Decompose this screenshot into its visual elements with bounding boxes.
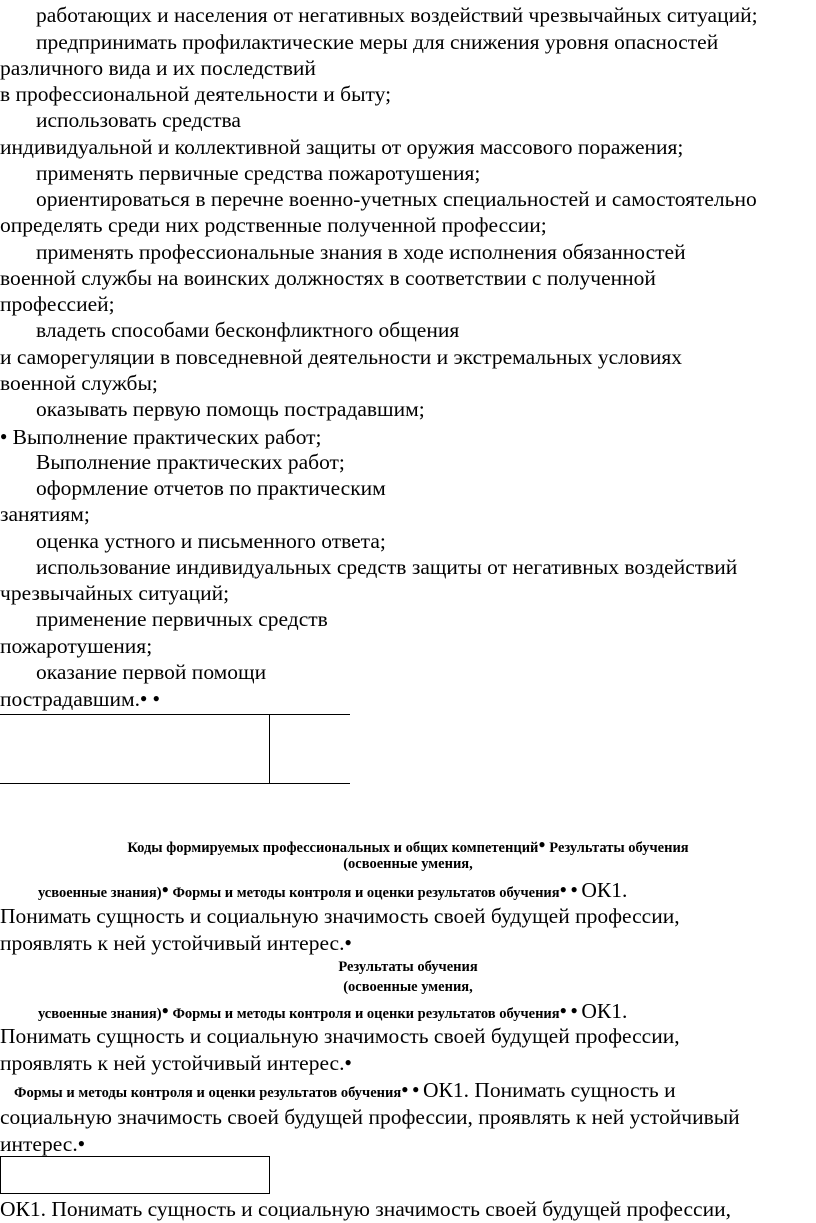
bullet-icon: ●: [152, 691, 160, 705]
text-line: индивидуальной и коллективной защиты от оружия массового поражения;: [0, 135, 684, 159]
text-line: Понимать сущность и социальную значимость своей будущей профессии,: [0, 904, 680, 928]
text-line: интерес.●: [0, 1132, 85, 1156]
text-line: работающих и населения от негативных воздействий чрезвычайных ситуаций;: [36, 3, 758, 27]
text-line: и саморегуляции в повседневной деятельности и экстремальных условиях: [0, 345, 682, 369]
text-line: в профессиональной деятельности и быту;: [0, 82, 392, 106]
bullet-icon: ●: [401, 1082, 409, 1096]
section-heading-line: усвоенные знания)● Формы и методы контроля и оценки результатов обучения● ● ОК1.: [38, 878, 628, 902]
section-heading-line: Формы и методы контроля и оценки результатов обучения● ● ОК1. Понимать сущность и: [14, 1078, 676, 1102]
text-line: проявлять к ней устойчивый интерес.●: [0, 931, 352, 955]
section-heading-line: усвоенные знания)● Формы и методы контроля и оценки результатов обучения● ● ОК1.: [38, 999, 628, 1023]
text-line: применять первичные средства пожаротушения;: [36, 161, 481, 185]
text-line: владеть способами бесконфликтного общения: [36, 318, 460, 342]
text-line: Выполнение практических работ;: [36, 450, 345, 474]
text-line: использование индивидуальных средств защиты от негативных воздействий: [36, 555, 738, 579]
bullet-icon: ●: [139, 691, 148, 705]
bullet-icon: ●: [570, 882, 578, 896]
text-line: профессией;: [0, 292, 115, 316]
text-line: проявлять к ней устойчивый интерес.●: [0, 1051, 352, 1075]
bullet-icon: ●: [570, 1003, 578, 1017]
text-line: Понимать сущность и социальную значимость своей будущей профессии,: [0, 1024, 680, 1048]
bullet-icon: ●: [538, 837, 546, 851]
text-line: военной службы на воинских должностях в соответствии с полученной: [0, 266, 656, 290]
bullet-icon: ●: [161, 882, 169, 896]
text-line: пожаротушения;: [0, 634, 153, 658]
text-line: ● Выполнение практических работ;: [0, 425, 322, 449]
bullet-icon: ●: [559, 882, 567, 896]
section-subheading: Результаты обучения: [338, 959, 478, 975]
bullet-icon: ●: [161, 1003, 169, 1017]
text-line: различного вида и их последствий: [0, 56, 316, 80]
text-line: ориентироваться в перечне военно-учетных специальностей и самостоятельно: [36, 187, 757, 211]
table-rule: [269, 714, 270, 784]
text-line: определять среди них родственные полученной профессии;: [0, 213, 547, 237]
text-line: использовать средства: [36, 108, 241, 132]
text-line: пострадавшим.● ●: [0, 687, 160, 711]
empty-table-cell: [0, 1156, 270, 1194]
text-line: применять профессиональные знания в ходе исполнения обязанностей: [36, 240, 686, 264]
text-line: оказывать первую помощь пострадавшим;: [36, 397, 425, 421]
bullet-icon: ●: [344, 1055, 352, 1069]
text-line: оформление отчетов по практическим: [36, 476, 386, 500]
table-rule: [0, 783, 350, 784]
bullet-icon: ●: [559, 1003, 567, 1017]
text-line: оказание первой помощи: [36, 660, 267, 684]
text-line: социальную значимость своей будущей профессии, проявлять к ней устойчивый: [0, 1105, 740, 1129]
text-line: чрезвычайных ситуаций;: [0, 581, 230, 605]
text-line: ОК1. Понимать сущность и социальную значимость своей будущей профессии,: [0, 1197, 731, 1221]
section-heading: Коды формируемых профессиональных и общих компетенций● Результаты обучения: [127, 837, 689, 856]
text-line: оценка устного и письменного ответа;: [36, 529, 386, 553]
section-subheading: (освоенные умения,: [343, 979, 473, 995]
bullet-icon: ●: [0, 429, 8, 443]
text-line: применение первичных средств: [36, 607, 328, 631]
bullet-icon: ●: [412, 1082, 420, 1096]
bullet-icon: ●: [344, 935, 352, 949]
text-line: военной службы;: [0, 371, 158, 395]
section-subheading: (освоенные умения,: [343, 856, 473, 872]
bullet-icon: ●: [77, 1136, 85, 1150]
text-line: предпринимать профилактические меры для снижения уровня опасностей: [36, 30, 719, 54]
text-line: занятиям;: [0, 502, 90, 526]
table-rule: [0, 714, 350, 715]
